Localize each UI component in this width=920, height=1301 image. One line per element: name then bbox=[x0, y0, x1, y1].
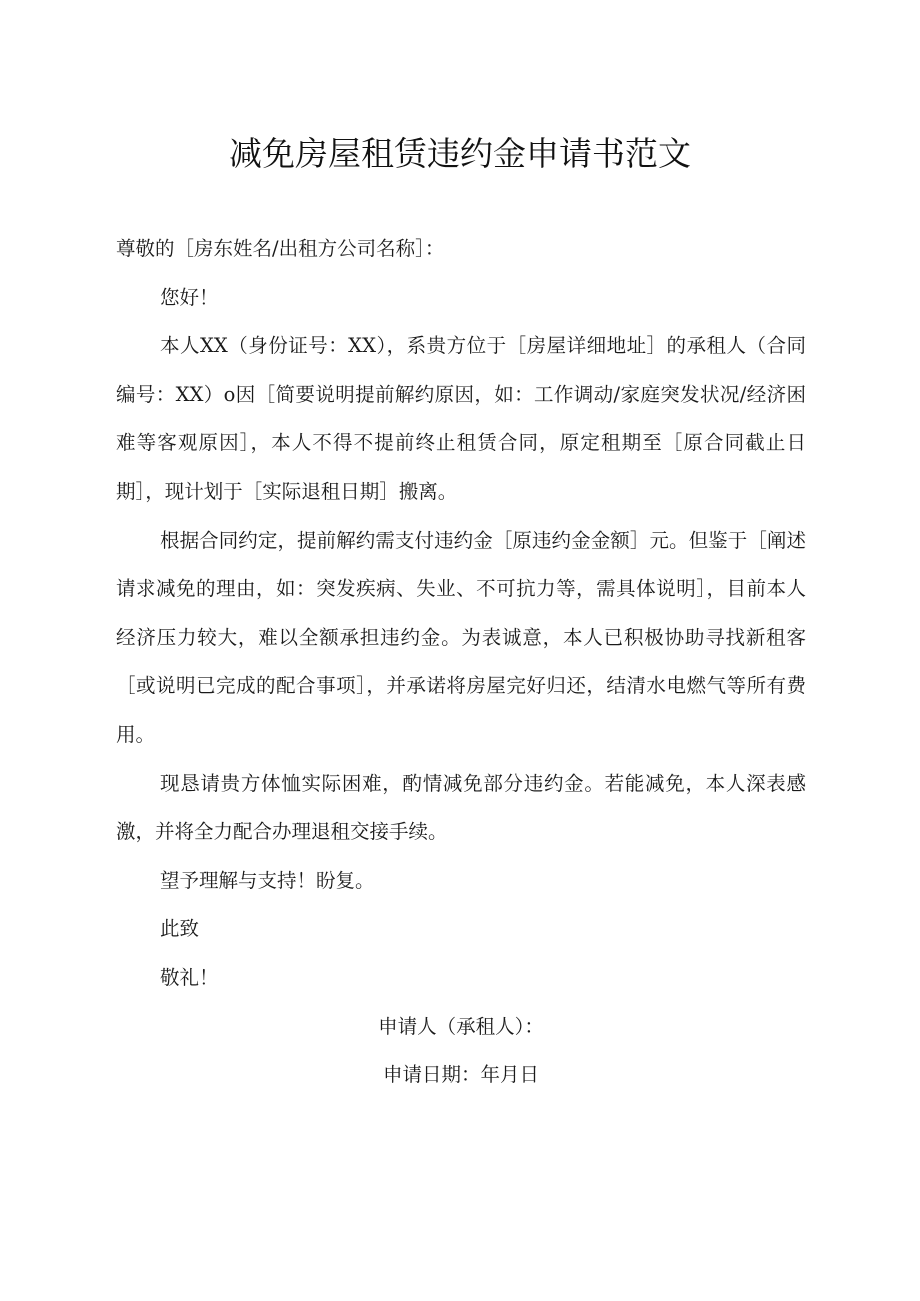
closing-cizhi: 此致 bbox=[160, 917, 200, 941]
closing-jingli: 敬礼！ bbox=[160, 965, 219, 989]
salutation: 尊敬的［房东姓名/出租方公司名称］： bbox=[116, 237, 445, 260]
greeting: 您好！ bbox=[160, 285, 219, 309]
closing-hope: 望予理解与支持！盼复。 bbox=[160, 868, 375, 892]
document-body bbox=[116, 225, 806, 1100]
application-date-line: 申请日期：年月日 bbox=[382, 1063, 539, 1087]
paragraph-plea: 现恳请贵方体恤实际困难，酌情减免部分违约金。若能减免，本人深表感激，并将全力配合办理退租交接手续。 bbox=[116, 771, 806, 844]
paragraph-reason: 本人XX（身份证号：XX），系贵方位于［房屋详细地址］的承租人（合同编号：XX）o因［简要说明提前解约原因，如：工作调动/家庭突发状况/经济困难等客观原因］，本人不得不提前终止租赁合同，原定租期至［原合同截止日期］，现计划于［实际退租日期］搬离。 bbox=[116, 334, 806, 503]
applicant-signature-line: 申请人（承租人）： bbox=[378, 1014, 544, 1038]
paragraph-request-grounds: 根据合同约定，提前解约需支付违约金［原违约金金额］元。但鉴于［阐述请求减免的理由，如：突发疾病、失业、不可抗力等，需具体说明］，目前本人经济压力较大，难以全额承担违约金。为表诚意，本人已积极协助寻找新租客［或说明已完成的配合事项］，并承诺将房屋完好归还，结清水电燃气等所有费用。 bbox=[116, 528, 806, 746]
document-title: 减免房屋租赁违约金申请书范文 bbox=[229, 134, 691, 173]
